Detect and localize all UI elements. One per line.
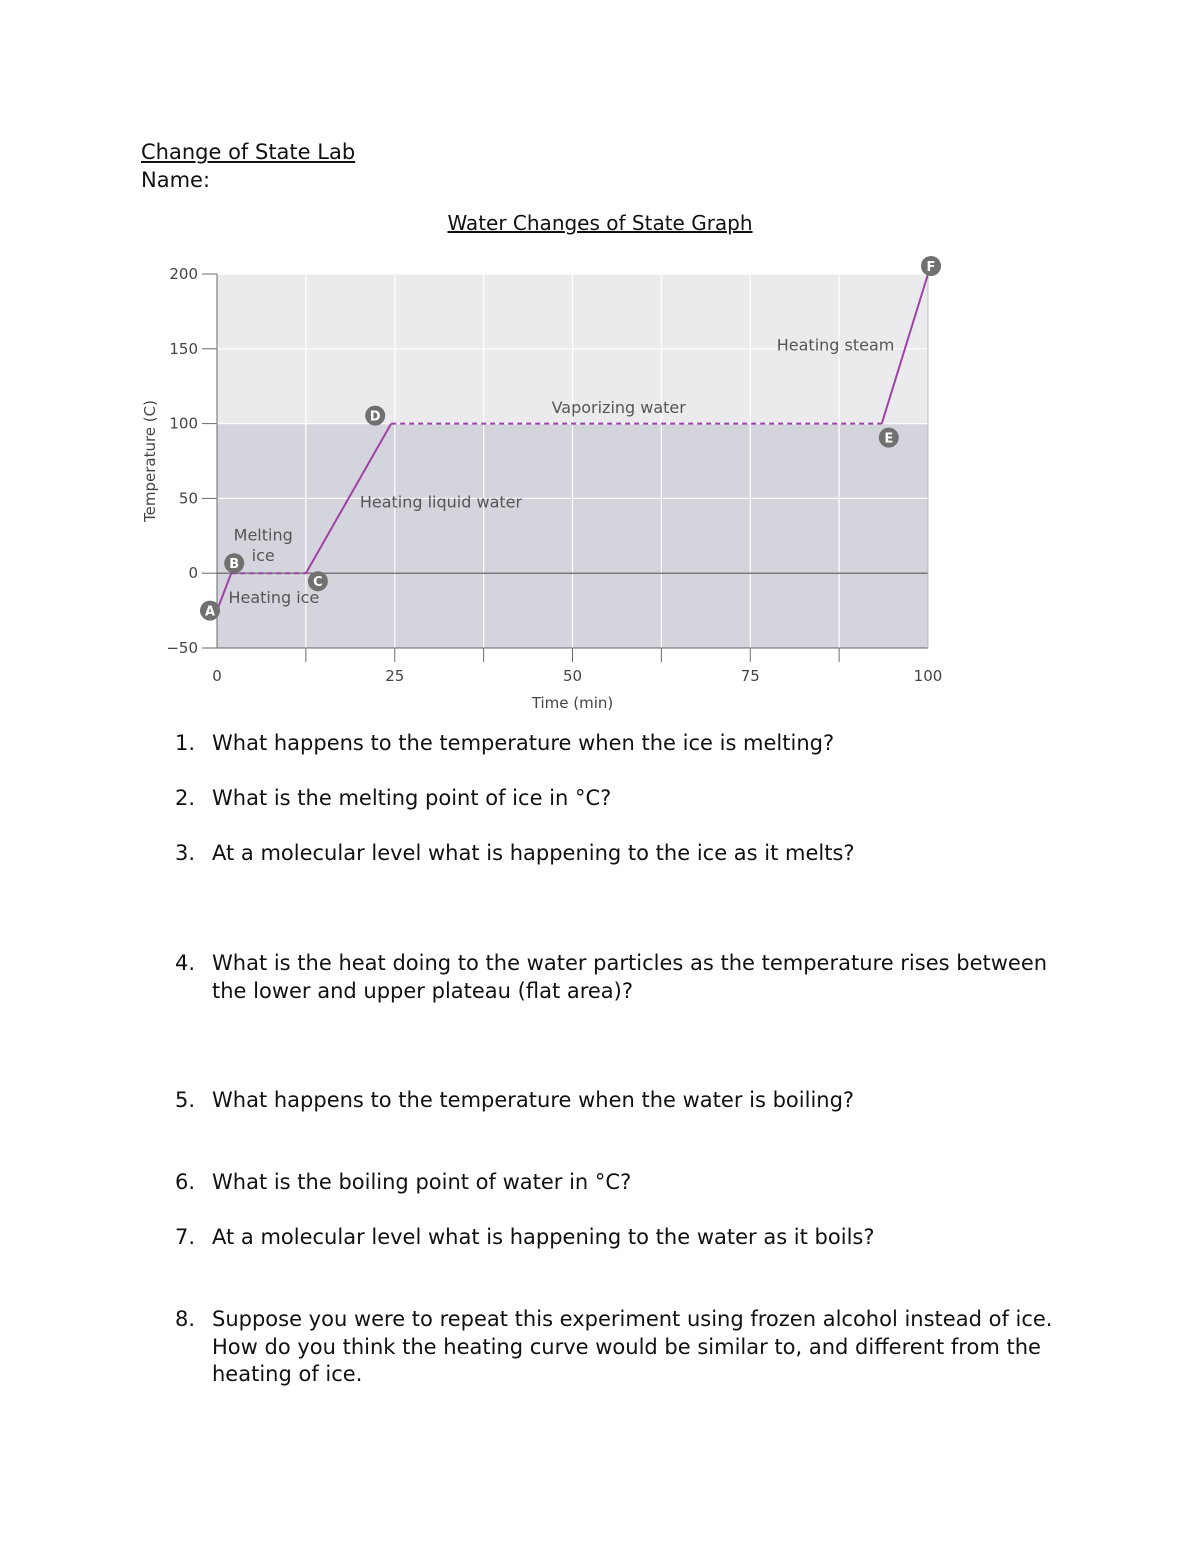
question-text: Suppose you were to repeat this experiment using frozen alcohol instead of ice. How do you think the heating curve would be similar to, and different from the heating of ice. [212,1307,1053,1386]
question-6 [175,1169,1075,1197]
question-8 [175,1306,1075,1389]
question-text: What is the heat doing to the water particles as the temperature rises between the lower and upper plateau (flat area)? [212,951,1048,1003]
question-number: 4. [175,951,196,975]
chart-annotation: Vaporizing water [551,398,686,418]
question-text: What happens to the temperature when the water is boiling? [212,1088,855,1112]
y-tick-label: 50 [178,489,198,508]
y-tick-label: 100 [169,414,198,433]
chart-annotation: Heating liquid water [359,492,523,512]
point-label-B: B [229,557,240,573]
chart-annotation: Heating steam [776,335,895,355]
question-number: 8. [175,1307,196,1331]
question-1 [175,730,1075,758]
question-number: 1. [175,731,196,755]
point-label-E: E [884,431,894,447]
chart-annotation: Heating ice [228,588,320,608]
question-2 [175,785,1075,813]
heating-curve-chart [120,240,960,720]
x-tick-label: 75 [740,667,760,685]
question-text: At a molecular level what is happening to the water as it boils? [212,1225,875,1249]
x-tick-label: 0 [212,667,222,685]
y-tick-label: 200 [169,265,198,283]
x-tick-label: 100 [913,667,943,685]
question-text: What happens to the temperature when the ice is melting? [212,731,835,755]
y-tick-label: 0 [188,564,198,583]
y-tick-label: 150 [169,339,198,358]
document-title: Change of State Lab [141,140,356,164]
y-tick-label: −50 [166,639,198,657]
x-tick-label: 25 [385,667,405,685]
question-number: 5. [175,1088,196,1112]
question-number: 3. [175,841,196,865]
graph-title: Water Changes of State Graph [447,211,753,235]
question-text: What is the melting point of ice in °C? [212,786,612,810]
name-label: Name: [141,168,211,192]
question-text: At a molecular level what is happening to the ice as it melts? [212,841,855,865]
question-number: 6. [175,1170,196,1194]
point-label-F: F [926,260,936,275]
x-axis-label: Time (min) [531,694,614,712]
point-label-D: D [369,409,381,425]
question-number: 7. [175,1225,196,1249]
question-3 [175,840,1075,868]
question-7 [175,1224,1075,1252]
point-label-C: C [313,575,323,591]
point-label-A: A [204,604,216,620]
chart-annotation: ice [251,546,275,566]
question-5 [175,1087,1075,1115]
chart-annotation: Melting [233,525,293,545]
question-number: 2. [175,786,196,810]
question-4 [175,950,1075,1005]
question-text: What is the boiling point of water in °C? [212,1170,632,1194]
y-axis-label: Temperature (C) [141,400,159,522]
x-tick-label: 50 [562,667,583,685]
